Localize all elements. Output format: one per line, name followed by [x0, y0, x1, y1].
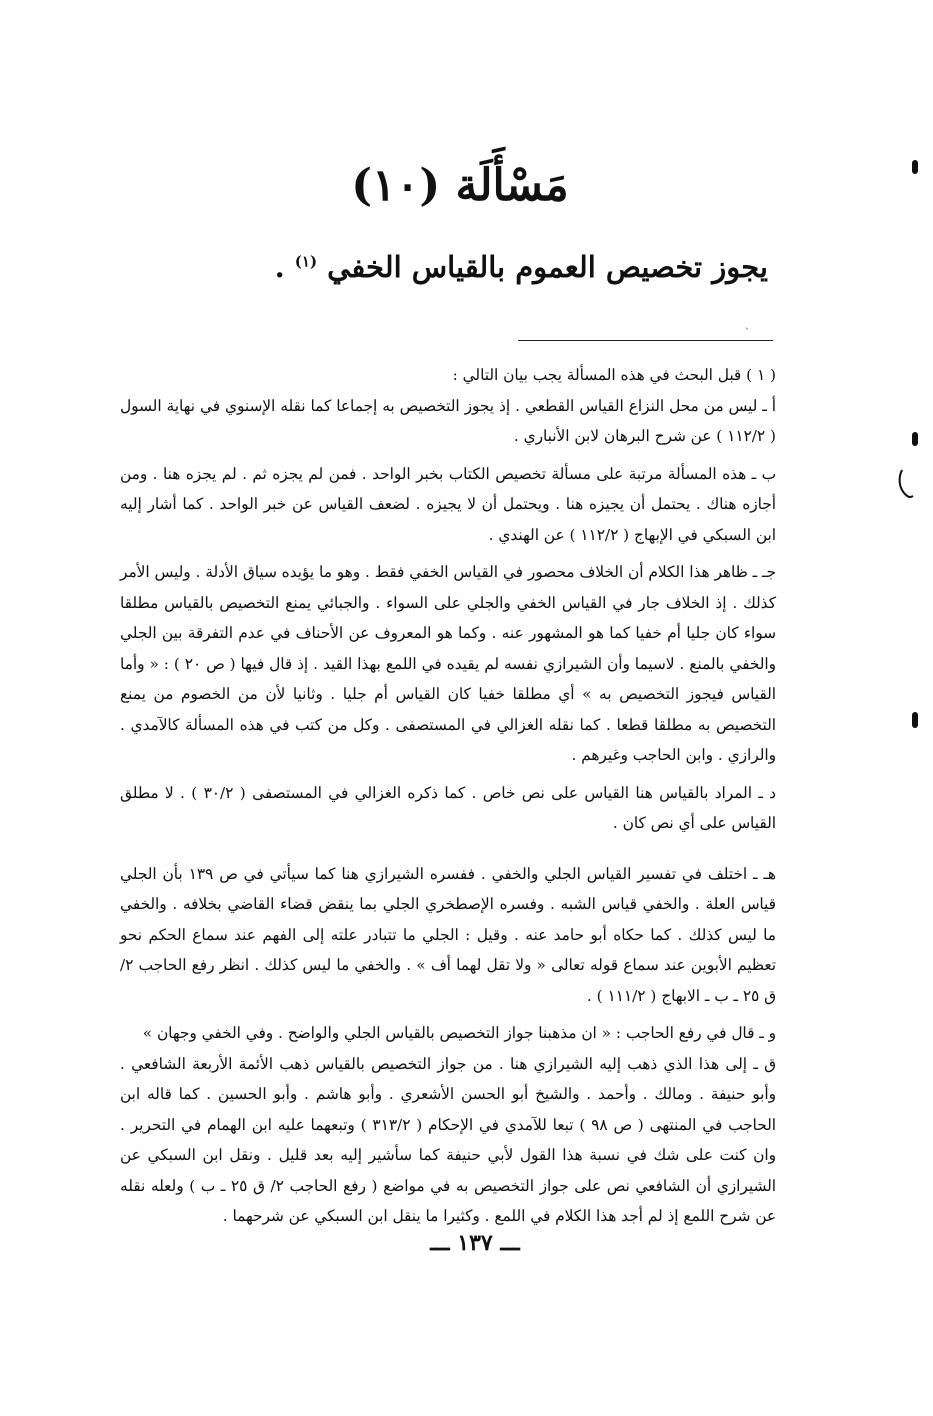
footnote-intro: ( ١ ) قبل البحث في هذه المسألة يجب بيان التالي :	[452, 366, 776, 384]
scan-mark-top	[912, 160, 918, 174]
footnote-item-a: أ ـ ليس من محل النزاع القياس القطعي . إذ يجوز التخصيص به إجماعا كما نقله الإسنوي في نهاية السول ( ١١٢/٢ ) عن شرح البرهان لابن الأنباري .	[120, 396, 776, 445]
subtitle-end: .	[274, 250, 285, 284]
scan-speck: ˏ	[745, 316, 749, 330]
footnote-reference: (١)	[294, 252, 318, 271]
section-title: مَسْأَلَة (١٠)	[351, 160, 569, 211]
subtitle-text: يجوز تخصيص العموم بالقياس الخفي	[327, 250, 768, 284]
footnote-item-waw: و ـ قال في رفع الحاجب : « ان مذهبنا جواز التخصيص بالقياس الجلي والواضح . وفي الخفي وجهان »	[142, 1024, 776, 1042]
footnote-item-jim: جـ ـ ظاهر هذا الكلام أن الخلاف محصور في القياس الخفي فقط . وهو ما يؤيده سياق الأدلة . وليس الأمر كذلك . إذ الخلاف جار في القياس الخفي والجلي على السواء . والجبائي يمنع التخصيص بالقياس مطلقا سواء كان جليا أم خفيا كما هو المشهور عنه . وكما هو المعروف عن الأحناف في عدم التفرقة بين الجلي والخفي بالمنع . لاسيما وأن الشيرازي نفسه لم يقيده في اللمع بهذا القيد . إذ قال فيها ( ص ٢٠ ) : « وأما القياس فيجوز التخصيص به » أي مطلقا خفيا كان القياس أم جليا . وثانيا لأن من الخصوم من يمنع التخصيص به مطلقا قطعا . كما نقله الغزالي في المستصفى . وكل من كتب في هذه المسألة كالآمدي . والرازي . وابن الحاجب وغيرهم .	[120, 563, 777, 764]
footnotes-block	[120, 360, 776, 1232]
footnote-item-dal: د ـ المراد بالقياس هنا القياس على نص خاص . كما ذكره الغزالي في المستصفى ( ٣٠/٢ ) . لا مطلق القياس على أي نص كان .	[120, 783, 776, 832]
footnote-divider	[518, 340, 773, 341]
footnote-item-b: ب ـ هذه المسألة مرتبة على مسألة تخصيص الكتاب بخبر الواحد . فمن لم يجزه ثم . لم يجزه هنا . ومن أجازه هناك . يحتمل أن يجيزه هنا . ويحتمل أن لا يجيزه . لضعف القياس عن خبر الواحد . كما أشار إليه ابن السبكي في الإبهاج ( ١١٢/٢ ) عن الهندي .	[120, 464, 776, 544]
footnote-item-ha: هـ ـ اختلف في تفسير القياس الجلي والخفي . ففسره الشيرازي هنا كما سيأتي في ص ١٣٩ بأن الجلي قياس العلة . والخفي قياس الشبه . وفسره الإصطخري الجلي بما ينقض قضاء القاضي بخلافه . والخفي ما ليس كذلك . كما حكاه أبو حامد عنه . وقيل : الجلي ما تتبادر علته إلى الفهم عند سماع الحكم نحو تعظيم الأبوين عند سماع قوله تعالى « ولا تقل لهما أف » . والخفي ما ليس كذلك . انظر رفع الحاجب ٢/ ق ٢٥ ـ ب ـ الابهاج ( ١١١/٢ ) .	[120, 864, 776, 1005]
scan-mark-middle	[912, 432, 918, 446]
section-subtitle	[248, 250, 768, 284]
scan-mark-lower	[912, 712, 918, 728]
footnote-item-qaf: ق ـ إلى هذا الذي ذهب إليه الشيرازي هنا . من جواز التخصيص بالقياس ذهب الأئمة الأربعة الشافعي . وأبو حنيفة . ومالك . وأحمد . والشيخ أبو الحسن الأشعري . وأبو هاشم . وأبو الحسين . كما قاله ابن الحاجب في المنتهى ( ص ٩٨ ) تبعا للآمدي في الإحكام ( ٣١٣/٢ ) وتبعهما عليه ابن الهمام في التحرير . وان كنت على شك في نسبة هذا القول لأبي حنيفة كما سأشير إليه بعد قليل . ونقل ابن السبكي عن الشيرازي أن الشافعي نص على جواز التخصيص به في مواضع ( رفع الحاجب ٢/ ق ٢٥ ـ ب ) ولعله نقله عن شرح اللمع إذ لم أجد هذا الكلام في اللمع . وكثيرا ما ينقل ابن السبكي عن شرحهما .	[120, 1054, 777, 1225]
bracket-mark-icon	[896, 468, 916, 502]
page-number: ـــ ١٣٧ ـــ	[430, 1230, 520, 1256]
